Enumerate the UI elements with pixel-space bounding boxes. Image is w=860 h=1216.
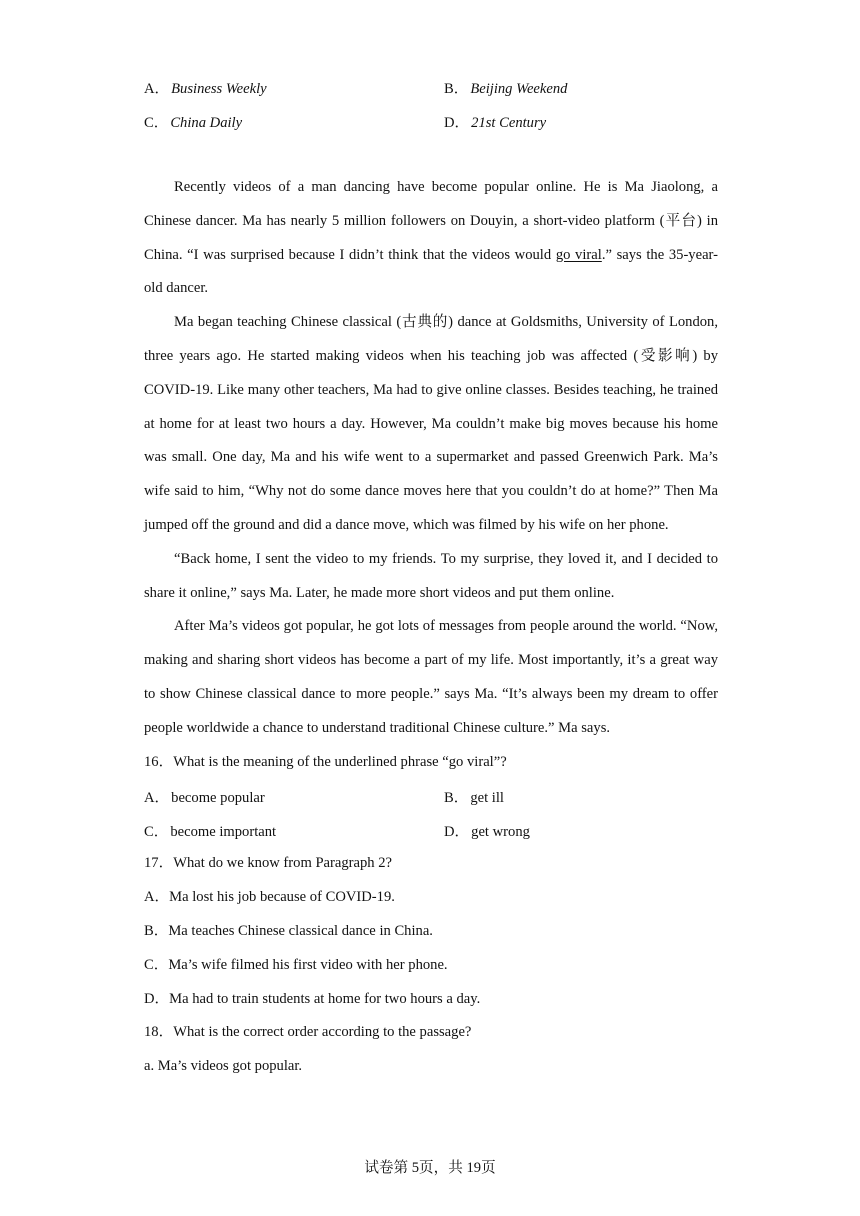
q17-option-a[interactable]: A．Ma lost his job because of COVID-19. xyxy=(144,889,395,906)
q15-options-row-2 xyxy=(144,104,718,138)
option-text: get wrong xyxy=(471,823,530,840)
q18-item-a: a. Ma’s videos got popular. xyxy=(144,1058,303,1075)
q15-options-row-1 xyxy=(144,70,718,104)
paragraph-text: .” says the 35-year-old dancer. xyxy=(144,246,718,297)
q16-options-row-2 xyxy=(144,813,718,847)
q17-option-c[interactable]: C．Ma’s wife filmed his first video with her phone. xyxy=(144,956,448,973)
option-text: Beijing Weekend xyxy=(470,80,568,97)
passage-paragraph-3: “Back home, I sent the video to my friends. To my surprise, they loved it, and I decided to share it online,” says Ma. Later, he made more short videos and put them online. xyxy=(144,550,718,601)
option-letter: A． xyxy=(144,80,170,97)
q15-option-a[interactable] xyxy=(144,77,444,98)
passage-paragraph-2: Ma began teaching Chinese classical (古典的) dance at Goldsmiths, University of London, three years ago. He started making videos when his teaching job was affected (受影响) by COVID-19. Like many other teachers, Ma had to give online classes. Besides teaching, he trained at home for at least two hours a day. However, Ma couldn’t make big moves because his home was small. One day, Ma and his wife went to a supermarket and passed Greenwich Park. Ma’s wife said to him, “Why not do some dance moves here that you couldn’t do at home?” Then Ma jumped off the ground and did a dance move, which was filmed by his wife on her phone. xyxy=(144,314,718,533)
q16-option-a[interactable] xyxy=(144,786,444,807)
option-letter: B． xyxy=(444,789,469,806)
option-letter: D． xyxy=(444,823,470,840)
q16-options-row-1 xyxy=(144,779,718,813)
q16-option-d[interactable] xyxy=(444,820,718,841)
page-content xyxy=(144,70,718,1084)
option-text: become popular xyxy=(171,789,265,806)
option-letter: D． xyxy=(444,114,470,131)
underlined-phrase: go viral xyxy=(555,246,602,263)
option-letter: B． xyxy=(444,80,469,97)
option-letter: A． xyxy=(144,789,170,806)
option-text: China Daily xyxy=(170,114,243,131)
passage-paragraph-1 xyxy=(144,171,718,306)
option-text: become important xyxy=(170,823,277,840)
q15-option-d[interactable] xyxy=(444,111,718,132)
option-text: 21st Century xyxy=(471,114,547,131)
q16-option-b[interactable] xyxy=(444,786,718,807)
q15-option-c[interactable] xyxy=(144,111,444,132)
question-16-stem: 16．What is the meaning of the underlined phrase “go viral”? xyxy=(144,753,507,770)
section-gap xyxy=(144,138,718,171)
page-footer: 试卷第 5页，共 19页 xyxy=(364,1160,496,1176)
option-text: Business Weekly xyxy=(171,80,267,97)
q15-option-b[interactable] xyxy=(444,77,718,98)
paragraph-text: Recently videos of a man dancing have become popular online. He is Ma Jiaolong, a Chinese dancer. Ma has nearly 5 million followers on Douyin, a short-video platform (平台) in China. “I was surprised because I didn’t think that the videos would xyxy=(144,179,718,263)
question-18-stem: 18．What is the correct order according to the passage? xyxy=(144,1024,472,1041)
option-letter: C． xyxy=(144,823,169,840)
q16-option-c[interactable] xyxy=(144,820,444,841)
option-letter: C． xyxy=(144,114,169,131)
q17-option-d[interactable]: D．Ma had to train students at home for two hours a day. xyxy=(144,990,481,1007)
passage-paragraph-4: After Ma’s videos got popular, he got lots of messages from people around the world. “Now, making and sharing short videos has become a part of my life. Most importantly, it’s a great way to show Chinese classical dance to more people.” says Ma. “It’s always been my dream to offer people worldwide a chance to understand traditional Chinese culture.” Ma says. xyxy=(144,618,718,736)
option-text: get ill xyxy=(470,789,504,806)
question-17-stem: 17．What do we know from Paragraph 2? xyxy=(144,855,393,872)
q17-option-b[interactable]: B．Ma teaches Chinese classical dance in China. xyxy=(144,922,433,939)
